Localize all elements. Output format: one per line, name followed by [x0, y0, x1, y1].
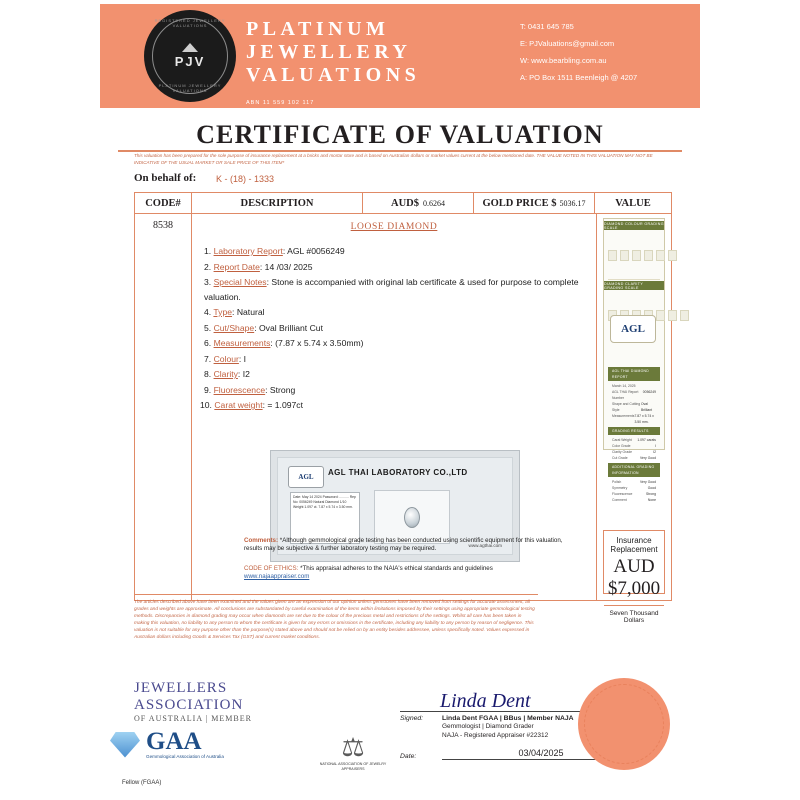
- jaa-line-1: JEWELLERS: [134, 680, 228, 696]
- contact-website[interactable]: W: www.bearbling.com.au: [520, 56, 607, 65]
- cert-row-key: Symmetry: [612, 486, 628, 490]
- detail-value: : AGL #0056249: [282, 246, 345, 256]
- detail-value: : I: [238, 353, 247, 364]
- brand-title: [246, 18, 496, 115]
- cert-row-key: Clarity Grade: [612, 450, 632, 454]
- detail-label: Measurements: [213, 338, 271, 348]
- detail-number: 3.: [204, 277, 212, 287]
- cert-row-value: Good: [647, 486, 656, 490]
- detail-label: Colour: [213, 353, 239, 364]
- detail-value: : Stone is accompanied with original lab certificate & used for purpose to complete valuation.: [204, 277, 579, 302]
- detail-number: 6.: [204, 338, 212, 348]
- brand-abn: ABN 11 559 102 117: [246, 100, 315, 106]
- cert-row-key: Carat Weight: [612, 438, 632, 442]
- agl-seal-icon: AGL: [288, 466, 324, 488]
- detail-value: : Natural: [232, 307, 265, 317]
- cert-row-value: 7.87 x 5.74 x 3.50 mm.: [634, 414, 654, 424]
- brand-line-3: VALUATIONS: [246, 64, 421, 86]
- section-report-header: AGL THAI DIAMOND REPORT: [608, 367, 660, 381]
- detail-value: : (7.87 x 5.74 x 3.50mm): [270, 338, 364, 348]
- list-item: [204, 336, 596, 351]
- detail-label: Report Date: [213, 261, 260, 272]
- colour-scale-swatches: [608, 250, 677, 261]
- detail-value: : I2: [237, 369, 250, 379]
- header-code: CODE#: [135, 193, 192, 213]
- cert-row-value: Very Good: [639, 480, 656, 484]
- naja-logo: [308, 734, 398, 772]
- cert-row-key: Measurements: [612, 414, 635, 418]
- detail-label: Special Notes: [213, 277, 267, 287]
- detail-label: Carat weight: [214, 400, 263, 410]
- scale-swatch: [644, 250, 653, 261]
- signed-registration: NAJA - Registered Appraiser #22312: [442, 732, 549, 739]
- header-value: VALUE: [615, 197, 651, 209]
- scale-swatch: [608, 250, 617, 261]
- logo-initials: PJV: [174, 54, 206, 69]
- detail-label: Cut/Shape: [213, 322, 255, 333]
- list-item: [204, 244, 596, 259]
- detail-label: Laboratory Report: [213, 246, 283, 256]
- gaa-text: GAA: [146, 728, 202, 755]
- cert-row: [608, 413, 660, 425]
- list-item: [204, 275, 596, 304]
- comments-text: *Although gemmological grade testing has been conducted using scientific equipment for this valuation, results may be subjective & further laboratory testing may be required.: [244, 536, 563, 553]
- page-footer: [100, 668, 700, 796]
- gaa-subtitle: Gemmological Association of Australia: [146, 754, 224, 759]
- list-item: [204, 260, 596, 275]
- header-aud-label: AUD$: [391, 197, 419, 209]
- table-header-row: [135, 193, 671, 214]
- cert-row-value: I: [655, 444, 656, 448]
- on-behalf-value: K - (18) - 1333: [216, 174, 275, 184]
- naja-label: NATIONAL ASSOCIATION OF JEWELRY APPRAISERS: [319, 762, 387, 771]
- scale-swatch: [620, 250, 629, 261]
- contact-phone: T: 0431 645 785: [520, 22, 574, 31]
- naja-link[interactable]: www.najaappraiser.com: [244, 573, 310, 581]
- detail-label: Type: [213, 307, 233, 317]
- gaa-diamond-icon: [110, 732, 140, 758]
- scale-swatch: [656, 250, 665, 261]
- signature-mark: Linda Dent: [440, 690, 531, 712]
- contact-email[interactable]: E: PJValuations@gmail.com: [520, 39, 615, 48]
- cell-value: [597, 214, 671, 624]
- cert-row-value: None: [647, 498, 656, 502]
- scales-icon: ⚖: [341, 732, 365, 762]
- detail-number: 2.: [204, 261, 212, 272]
- ethics-text: *This appraisal adheres to the NAIA's ethical standards and guidelines: [300, 564, 493, 572]
- oval-diamond-icon: [404, 507, 420, 528]
- lab-certificate-image: [603, 218, 665, 502]
- cert-row-key: Comment: [612, 498, 627, 502]
- disclaimer-text: This valuation has been prepared for the sole purpose of insurance replacement at a bricks and mortar store and is based on Australian dollars or market values current at the below mentioned date. THE VALUE NOTED IN THIS VALUATION MAY NOT BE INDICATIVE OF THE USUAL MARKET OR SALE PRICE OF THIS ITEM*: [134, 153, 653, 165]
- scale-swatch: [656, 310, 665, 321]
- agl-logo-icon: AGL: [610, 315, 656, 343]
- detail-number: 10.: [200, 400, 212, 410]
- cert-row: [608, 455, 660, 461]
- item-title: LOOSE DIAMOND: [350, 222, 438, 232]
- cert-row-key: Color Grade: [612, 444, 631, 448]
- pjv-logo: [144, 10, 236, 102]
- list-item: [204, 367, 596, 382]
- scale-swatch: [632, 250, 641, 261]
- page-title: CERTIFICATE OF VALUATION: [196, 120, 604, 149]
- item-detail-list: [200, 244, 596, 413]
- diamond-icon: [182, 43, 198, 52]
- list-item: [204, 352, 596, 367]
- insurance-label: Insurance Replacement: [610, 536, 658, 554]
- cert-row: [608, 497, 660, 503]
- insurance-amount: AUD $7,000: [607, 556, 661, 599]
- title-divider: [118, 150, 682, 152]
- code-of-ethics-block: [244, 565, 582, 582]
- detail-number: 1.: [204, 246, 212, 256]
- contact-address: A: PO Box 1511 Beenleigh @ 4207: [520, 73, 638, 82]
- detail-value: : Oval Brilliant Cut: [254, 322, 323, 333]
- detail-label: Fluorescence: [213, 384, 266, 395]
- header-gold-label: GOLD PRICE $: [482, 197, 557, 209]
- cell-description: [192, 214, 597, 600]
- gaa-logo: [110, 730, 290, 759]
- brand-line-1: PLATINUM: [246, 18, 390, 40]
- on-behalf-label: On behalf of:: [134, 172, 197, 184]
- scale-swatch: [680, 310, 689, 321]
- cert-row-value: 1.097 carats: [637, 438, 656, 442]
- cert-row-key: AGL THAI Report Number: [612, 390, 639, 400]
- colour-scale-strip: DIAMOND COLOUR GRADING SCALE: [604, 221, 664, 230]
- header-contact-block: [520, 18, 695, 86]
- list-item: [204, 383, 596, 398]
- cert-row-key: March 14, 2025: [612, 384, 636, 388]
- cert-row-value: Strong: [646, 492, 656, 496]
- jaa-line-3: OF AUSTRALIA | MEMBER: [134, 714, 252, 723]
- header-gold-rate: 5036.17: [559, 198, 586, 208]
- scale-swatch: [668, 310, 677, 321]
- cert-row: [608, 401, 660, 413]
- detail-label: Clarity: [213, 369, 238, 379]
- logo-arc-bottom-text: PLATINUM JEWELLERY VALUATIONS: [158, 83, 222, 93]
- signed-label: Signed:: [400, 715, 424, 722]
- scale-swatch: [668, 250, 677, 261]
- cert-row-value: 0056249: [642, 390, 656, 394]
- logo-arc-top-text: REGISTERED JEWELLERY VALUATIONS: [154, 18, 226, 28]
- signed-name: Linda Dent FGAA | BBus | Member NAJA: [442, 715, 574, 722]
- cert-row-key: Fluorescence: [612, 492, 633, 496]
- header-aud-rate: 0.6264: [423, 198, 445, 208]
- detail-number: 7.: [204, 353, 212, 364]
- detail-value: : = 1.097ct: [262, 400, 303, 410]
- cert-row-value: Oval Brilliant: [640, 402, 653, 412]
- lab-card-title: AGL THAI LABORATORY CO.,LTD: [328, 468, 468, 477]
- detail-number: 4.: [204, 307, 212, 317]
- list-item: [204, 321, 596, 336]
- list-item: [204, 305, 596, 320]
- lab-card-url: www.agthai.com: [468, 543, 502, 548]
- header-aud: [363, 193, 474, 213]
- cert-row: [608, 389, 660, 401]
- date-label: Date:: [400, 753, 417, 760]
- cert-row-value: Very Good: [639, 456, 656, 460]
- header-gold: [474, 193, 595, 213]
- certificate-detail-rows: [608, 365, 660, 503]
- lab-card-text: Date: May 14 2024 Password: .......... Rep No: 0056249 Natural Diamond 1/10 Weight 1.097 ct. 7.87 x 5.74 x 3.50 mm.: [290, 492, 360, 544]
- insurance-replacement-box: [603, 530, 665, 624]
- cert-row-key: Polish: [612, 480, 622, 484]
- cert-row-key: Shape and Cutting Style: [612, 402, 641, 412]
- comments-block: [244, 537, 582, 554]
- cert-row-value: I2: [653, 450, 656, 454]
- comments-label: Comments:: [244, 536, 279, 544]
- cell-code: 8538: [135, 214, 192, 600]
- date-value: 03/04/2025: [442, 748, 640, 760]
- list-item: [200, 398, 596, 413]
- detail-number: 5.: [204, 322, 212, 333]
- jaa-logo: [134, 680, 284, 723]
- detail-value: : 14 /03/ 2025: [259, 261, 313, 272]
- cert-row-key: Cut Grade: [612, 456, 628, 460]
- section-grading-header: GRADING RESULTS: [608, 427, 660, 435]
- jaa-line-2: ASSOCIATION: [134, 697, 244, 713]
- detail-number: 8.: [204, 369, 212, 379]
- signed-role: Gemmologist | Diamond Grader: [442, 723, 534, 730]
- header-description: DESCRIPTION: [192, 193, 363, 213]
- colour-scale-diagram: [608, 231, 660, 280]
- clarity-scale-strip: DIAMOND CLARITY GRADING SCALE: [604, 281, 664, 290]
- ethics-label: CODE OF ETHICS:: [244, 564, 299, 572]
- gaa-fellow-label: Fellow (FGAA): [122, 780, 162, 786]
- legal-text: The articles described above have been examined and the values given are an expression of our opinion unless gemstones have been removed from settings for accurate assessment, all grades and weights are approximate. All conclusions are substantiated by careful examination of the items within limitations imposed by their settings using appropriate gemmological testing methods. Discrepancies in diamond grading may occur when diamonds are set due to the colour of the precious metal and restrictions of the settings. Whilst all care has been taken in making this valuation, no liability to any person to whom the certificate is given for any errors or omissions in the certificate, including any liability to any person by reason of negligence. This valuation is not suitable for any purpose other than the purpose(s) stated above and should not be relied on by an entity besides addressee, unless specifically noted. Values expressed in Australian dollars including Goods & Services Tax (GST) and current market conditions.: [134, 594, 538, 641]
- brand-line-2: JEWELLERY: [246, 41, 412, 63]
- section-finish-header: ADDITIONAL GRADING INFORMATION: [608, 463, 660, 477]
- insurance-amount-words: Seven Thousand Dollars: [604, 605, 664, 624]
- detail-value: : Strong: [265, 384, 296, 395]
- embossed-seal: [578, 678, 670, 770]
- detail-number: 9.: [204, 384, 212, 395]
